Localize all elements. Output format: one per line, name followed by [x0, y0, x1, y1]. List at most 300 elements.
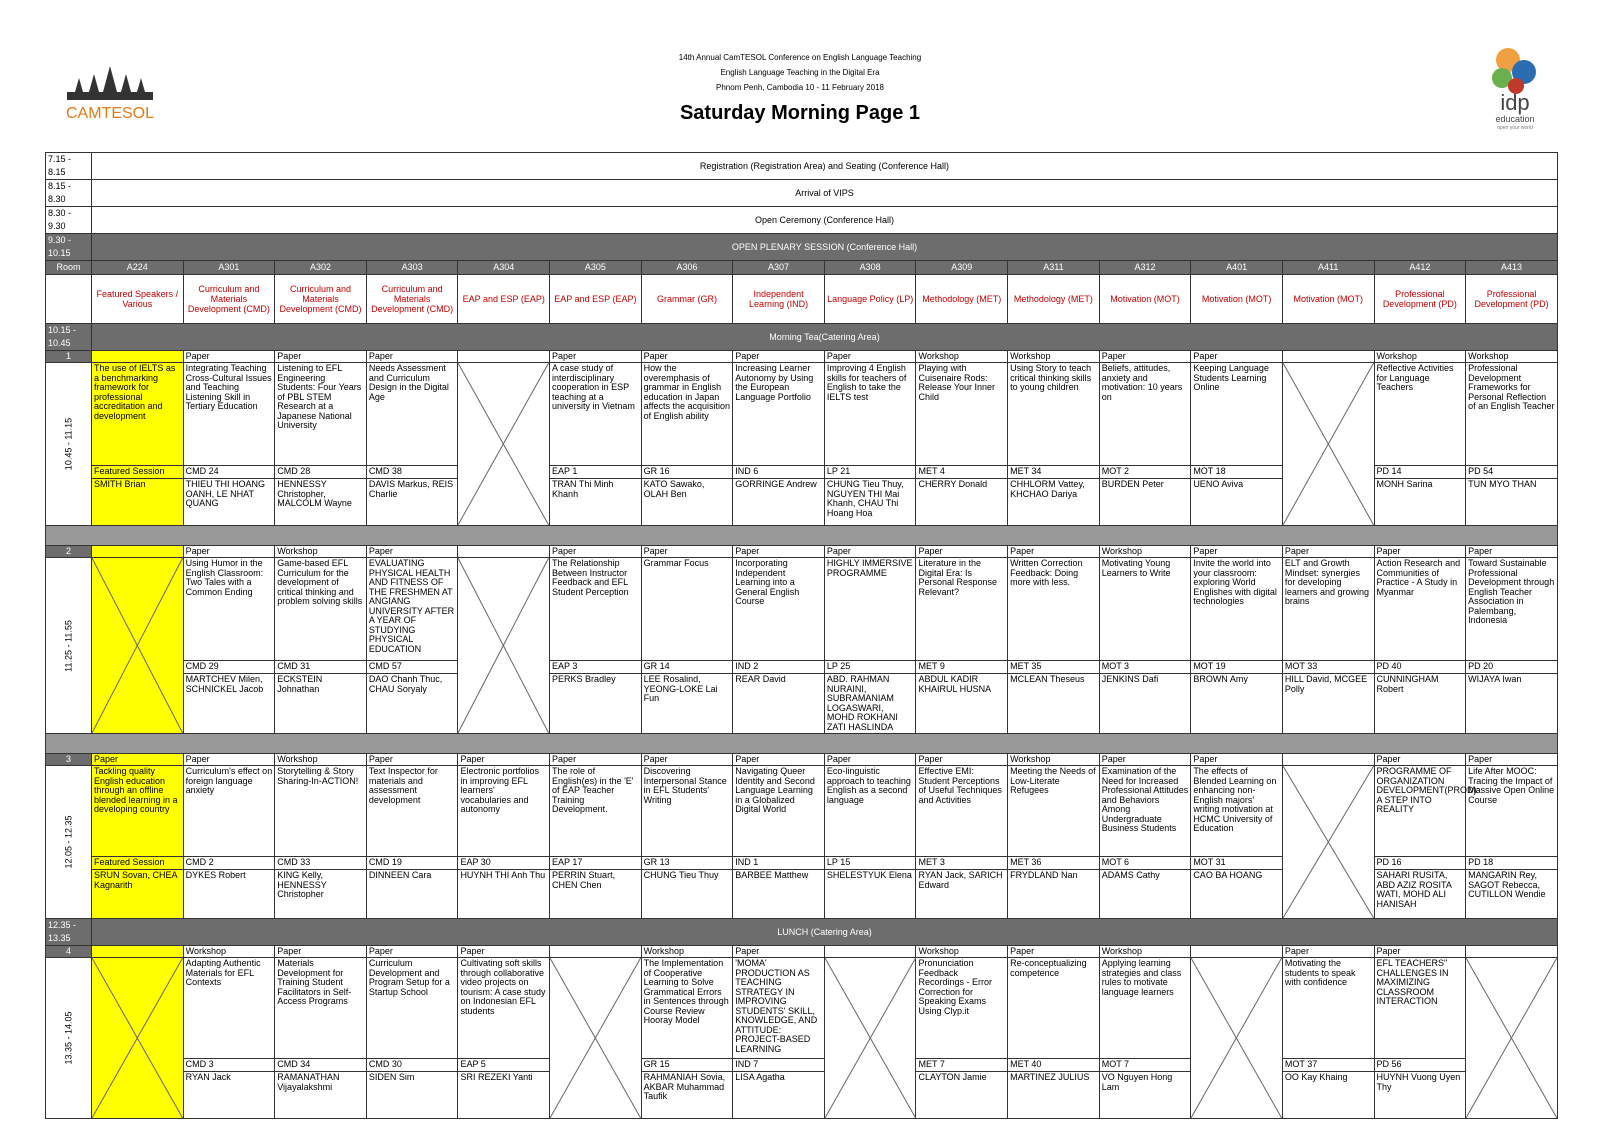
slot-time	[46, 363, 92, 526]
session-type: Workshop	[1099, 546, 1191, 558]
session-title[interactable]: Adapting Authentic Materials for EFL Contexts	[183, 958, 275, 1059]
session-label: Registration (Registration Area) and Seating (Conference Hall)	[92, 153, 1558, 180]
session-title[interactable]: Life After MOOC: Tracing the Impact of Massive Open Online Course	[1466, 766, 1558, 857]
session-code: LP 15	[824, 857, 916, 870]
session-title[interactable]: Motivating the students to speak with confidence	[1282, 958, 1374, 1059]
session-code: MET 36	[1008, 857, 1100, 870]
presenter-name: RAMANATHAN Vijayalakshmi	[275, 1072, 367, 1119]
slot-time-label: 12.05 - 12.35	[62, 815, 73, 869]
session-type: Paper	[458, 754, 550, 766]
session-type: Paper	[366, 546, 458, 558]
session-code: PD 56	[1374, 1059, 1466, 1072]
session-code: IND 7	[733, 1059, 825, 1072]
presenter-name: WIJAYA Iwan	[1466, 674, 1558, 734]
session-title[interactable]: Written Correction Feedback: Doing more with less.	[1008, 558, 1100, 661]
presenter-name: VO Nguyen Hong Lam	[1099, 1072, 1191, 1119]
unavailable-slot	[1282, 766, 1374, 919]
morning_tea-time: 10.15 - 10.45	[46, 324, 92, 351]
session-type: Paper	[641, 351, 733, 363]
session-type	[458, 546, 550, 558]
session-code: CMD 30	[366, 1059, 458, 1072]
presenter-name: CHUNG Tieu Thuy	[641, 870, 733, 919]
presenter-name: HILL David, MCGEE Polly	[1282, 674, 1374, 734]
idp-education-text: education	[1495, 114, 1535, 124]
session-title[interactable]: Curriculum's effect on foreign language anxiety	[183, 766, 275, 857]
session-title[interactable]: Meeting the Needs of Low-Literate Refugees	[1008, 766, 1100, 857]
session-title[interactable]: Re-conceptualizing competence	[1008, 958, 1100, 1059]
session-type: Paper	[1099, 754, 1191, 766]
session-title[interactable]: Tackling quality English education through an offline blended learning in a developing country	[92, 766, 184, 857]
unavailable-cross-icon	[458, 558, 549, 733]
session-code: PD 54	[1466, 466, 1558, 479]
session-label: Open Ceremony (Conference Hall)	[92, 207, 1558, 234]
code-row	[46, 661, 1558, 674]
session-title[interactable]: Toward Sustainable Professional Development through English Teacher Association in Palembang, Indonesia	[1466, 558, 1558, 661]
unavailable-slot	[1282, 363, 1374, 526]
session-time: 8.15 - 8.30	[46, 180, 92, 207]
session-type	[1466, 946, 1558, 958]
session-code: MET 7	[916, 1059, 1008, 1072]
room-name: A401	[1191, 261, 1283, 275]
strand-name: Curriculum and Materials Development (CMD)	[366, 275, 458, 324]
session-title[interactable]: Motivating Young Learners to Write	[1099, 558, 1191, 661]
presenter-name: SIDEN Sim	[366, 1072, 458, 1119]
session-type: Paper	[1008, 946, 1100, 958]
presenter-name: MONH Sarina	[1374, 479, 1466, 526]
session-code: MOT 19	[1191, 661, 1283, 674]
session-code: MET 4	[916, 466, 1008, 479]
session-type: Paper	[275, 351, 367, 363]
session-type: Paper	[733, 946, 825, 958]
room-name: A312	[1099, 261, 1191, 275]
unavailable-cross-icon	[1191, 958, 1282, 1118]
session-type: Paper	[366, 351, 458, 363]
session-type: Workshop	[641, 946, 733, 958]
session-row	[46, 153, 1558, 180]
presenter-name: FRYDLAND Nan	[1008, 870, 1100, 919]
presenter-name: KING Kelly, HENNESSY Christopher	[275, 870, 367, 919]
presenter-name: ABD. RAHMAN NURAINI, SUBRAMANIAM LOGASWARI, MOHD ROKHANI ZATI HASLINDA	[824, 674, 916, 734]
presenter-name: SRI REZEKI Yanti	[458, 1072, 550, 1119]
presenter-name: THIEU THI HOANG OANH, LE NHAT QUANG	[183, 479, 275, 526]
presenter-name: HUYNH Vuong Uyen Thy	[1374, 1072, 1466, 1119]
idp-wordmark: idp	[1500, 90, 1530, 115]
session-title[interactable]: Using Story to teach critical thinking skills to young children	[1008, 363, 1100, 466]
session-title[interactable]: Pronunciation Feedback Recordings - Error Correction for Speaking Exams Using Clyp.it	[916, 958, 1008, 1059]
session-type: Workshop	[1008, 754, 1100, 766]
session-title[interactable]: Using Humor in the English Classroom: Two Tales with a Common Ending	[183, 558, 275, 661]
strand-name: Professional Development (PD)	[1466, 275, 1558, 324]
session-code: PD 40	[1374, 661, 1466, 674]
unavailable-slot	[1191, 958, 1283, 1119]
unavailable-slot	[458, 558, 550, 734]
presenter-name: DYKES Robert	[183, 870, 275, 919]
session-title[interactable]: EVALUATING PHYSICAL HEALTH AND FITNESS OF THE FRESHMEN AT ANGIANG UNIVERSITY AFTER A YEAR OF STUDYING PHYSICAL EDUCATION	[366, 558, 458, 661]
presenter-name: RYAN Jack	[183, 1072, 275, 1119]
presenter-name: BURDEN Peter	[1099, 479, 1191, 526]
session-type: Paper	[641, 546, 733, 558]
slot-time	[46, 766, 92, 919]
session-title[interactable]: Listening to EFL Engineering Students: Four Years of PBL STEM Research at a Japanese National University	[275, 363, 367, 466]
session-title[interactable]: Eco-linguistic approach to teaching English as a second language	[824, 766, 916, 857]
unavailable-slot	[458, 363, 550, 526]
strand-name: Motivation (MOT)	[1191, 275, 1283, 324]
session-code: MOT 33	[1282, 661, 1374, 674]
session-code: PD 14	[1374, 466, 1466, 479]
session-title[interactable]: Game-based EFL Curriculum for the development of critical thinking and problem solving skills	[275, 558, 367, 661]
session-row	[46, 234, 1558, 261]
session-type	[1191, 946, 1283, 958]
presenter-name: MARTINEZ JULIUS	[1008, 1072, 1100, 1119]
strand-name: Curriculum and Materials Development (CMD)	[275, 275, 367, 324]
room-name: A301	[183, 261, 275, 275]
session-type: Paper	[824, 754, 916, 766]
presenter-name: ADAMS Cathy	[1099, 870, 1191, 919]
idp-education-logo	[1480, 44, 1550, 130]
presenter-name: BARBEE Matthew	[733, 870, 825, 919]
strand-name: Methodology (MET)	[916, 275, 1008, 324]
session-type: Paper	[733, 351, 825, 363]
session-title[interactable]: Playing with Cuisenaire Rods: Release Your Inner Child	[916, 363, 1008, 466]
presenter-name: SMITH Brian	[92, 479, 184, 526]
session-code: MET 9	[916, 661, 1008, 674]
strand-name: Curriculum and Materials Development (CMD)	[183, 275, 275, 324]
presenter-name: SAHARI RUSITA, ABD AZIZ ROSITA WATI, MOHD ALI HANISAH	[1374, 870, 1466, 919]
presenter-name: PERRIN Stuart, CHEN Chen	[550, 870, 642, 919]
presenter-name: CHHLORM Vattey, KHCHAO Dariya	[1008, 479, 1100, 526]
session-title[interactable]: HIGHLY IMMERSIVE PROGRAMME	[824, 558, 916, 661]
unavailable-cross-icon	[1466, 958, 1557, 1118]
session-title[interactable]: PROGRAMME OF ORGANIZATION DEVELOPMENT(PROD): A STEP INTO REALITY	[1374, 766, 1466, 857]
session-code: MOT 7	[1099, 1059, 1191, 1072]
session-type: Workshop	[1008, 351, 1100, 363]
session-type: Paper	[458, 946, 550, 958]
unavailable-cross-icon	[550, 958, 641, 1118]
slot-number: 1	[46, 351, 92, 363]
conference-theme: English Language Teaching in the Digital Era	[720, 68, 880, 77]
session-title[interactable]: Applying learning strategies and class rules to motivate language learners	[1099, 958, 1191, 1059]
session-code: EAP 30	[458, 857, 550, 870]
presenter-name: OO Kay Khaing	[1282, 1072, 1374, 1119]
presenter-name: TRAN Thi Minh Khanh	[550, 479, 642, 526]
session-type: Paper	[1374, 754, 1466, 766]
presenter-name: PERKS Bradley	[550, 674, 642, 734]
room-header-row	[46, 261, 1558, 275]
strand-blank	[46, 275, 92, 324]
session-code: CMD 57	[366, 661, 458, 674]
slot-time-label: 10.45 - 11.15	[62, 417, 73, 471]
block-separator	[46, 526, 1558, 546]
presenter-name: DINNEEN Cara	[366, 870, 458, 919]
session-code: GR 16	[641, 466, 733, 479]
session-type: Paper	[1374, 946, 1466, 958]
camtesol-wordmark: CAMTESOL	[65, 105, 155, 122]
presenter-name: KATO Sawako, OLAH Ben	[641, 479, 733, 526]
session-title[interactable]: The use of IELTS as a benchmarking framework for professional accreditation and development	[92, 363, 184, 466]
presenter-name: REAR David	[733, 674, 825, 734]
session-code: Featured Session	[92, 466, 184, 479]
strand-name: Independent Learning (IND)	[733, 275, 825, 324]
conference-location: Phnom Penh, Cambodia 10 - 11 February 2018	[716, 83, 884, 92]
session-type: Paper	[275, 946, 367, 958]
session-title[interactable]: Electronic portfolios in improving EFL learners' vocabularies and autonomy	[458, 766, 550, 857]
room-name: A302	[275, 261, 367, 275]
session-code: GR 14	[641, 661, 733, 674]
session-title[interactable]: Curriculum Development and Program Setup for a Startup School	[366, 958, 458, 1059]
session-code: MOT 37	[1282, 1059, 1374, 1072]
session-code: CMD 28	[275, 466, 367, 479]
unavailable-cross-icon	[92, 958, 183, 1118]
strand-name: Motivation (MOT)	[1099, 275, 1191, 324]
session-row	[46, 180, 1558, 207]
session-time: 7.15 - 8.15	[46, 153, 92, 180]
session-code: MOT 31	[1191, 857, 1283, 870]
session-title[interactable]: The Implementation of Cooperative Learning to Solve Grammatical Errors in Sentences through Course Review Hooray Model	[641, 958, 733, 1059]
session-code: IND 2	[733, 661, 825, 674]
strand-name: Featured Speakers / Various	[92, 275, 184, 324]
room-name: A306	[641, 261, 733, 275]
session-type: Paper	[641, 754, 733, 766]
session-code: CMD 38	[366, 466, 458, 479]
unavailable-slot	[92, 558, 184, 734]
presenter-name: TUN MYO THAN	[1466, 479, 1558, 526]
session-type: Paper	[824, 546, 916, 558]
session-title[interactable]: Incorporating Independent Learning into a General English Course	[733, 558, 825, 661]
session-time: 9.30 - 10.15	[46, 234, 92, 261]
session-type: Paper	[1099, 351, 1191, 363]
session-type: Paper	[366, 754, 458, 766]
idp-tagline: open your world	[1497, 125, 1533, 131]
slot-time-label: 11.25 - 11.55	[62, 619, 73, 672]
slot-time	[46, 958, 92, 1119]
unavailable-cross-icon	[92, 558, 183, 733]
session-type: Workshop	[916, 351, 1008, 363]
session-type: Paper	[733, 754, 825, 766]
session-title[interactable]: Grammar Focus	[641, 558, 733, 661]
session-code: CMD 34	[275, 1059, 367, 1072]
presenter-name: MCLEAN Theseus	[1008, 674, 1100, 734]
session-type: Paper	[550, 754, 642, 766]
session-title[interactable]: Literature in the Digital Era: Is Personal Response Relevant?	[916, 558, 1008, 661]
session-type: Paper	[1191, 754, 1283, 766]
session-title[interactable]: Invite the world into your classroom: exploring World Englishes with digital technologies	[1191, 558, 1283, 661]
session-type: Paper	[916, 546, 1008, 558]
session-title[interactable]: Reflective Activities for Language Teachers	[1374, 363, 1466, 466]
session-type: Paper	[916, 754, 1008, 766]
slot-number: 3	[46, 754, 92, 766]
presenter-name: RAHMANIAH Sovia, AKBAR Muhammad Taufik	[641, 1072, 733, 1119]
presenter-name: CAO BA HOANG	[1191, 870, 1283, 919]
title-row	[46, 766, 1558, 857]
unavailable-cross-icon	[458, 363, 549, 525]
session-title[interactable]: Improving 4 English skills for teachers of English to take the IELTS test	[824, 363, 916, 466]
session-title[interactable]: The role of English(es) in the 'E' of EAP Teacher Training Development.	[550, 766, 642, 857]
session-type: Paper	[550, 546, 642, 558]
session-title[interactable]: Needs Assessment and Curriculum Design in the Digital Age	[366, 363, 458, 466]
strand-name: Professional Development (PD)	[1374, 275, 1466, 324]
session-type	[824, 946, 916, 958]
session-type	[92, 546, 184, 558]
presenter-name: GORRINGE Andrew	[733, 479, 825, 526]
presenter-name: MARTCHEV Milen, SCHNICKEL Jacob	[183, 674, 275, 734]
conference-name: 14th Annual CamTESOL Conference on English Language Teaching	[678, 53, 922, 62]
session-time: 8.30 - 9.30	[46, 207, 92, 234]
session-title[interactable]: Examination of the Need for Increased Professional Attitudes and Behaviors Among Undergraduate Business Students	[1099, 766, 1191, 857]
presenter-name: CHUNG Tieu Thuy, NGUYEN THI Mai Khanh, CHAU Thi Hoang Hoa	[824, 479, 916, 526]
separator-cell	[46, 734, 1558, 754]
session-type	[92, 351, 184, 363]
strand-name: Grammar (GR)	[641, 275, 733, 324]
room-name: A411	[1282, 261, 1374, 275]
session-code: EAP 3	[550, 661, 642, 674]
session-code: CMD 33	[275, 857, 367, 870]
session-code: MOT 2	[1099, 466, 1191, 479]
session-title[interactable]: The effects of Blended Learning on enhancing non-English majors' writing motivation at HCMC University of Education	[1191, 766, 1283, 857]
morning_tea-row	[46, 324, 1558, 351]
session-code: LP 21	[824, 466, 916, 479]
slot-number: 4	[46, 946, 92, 958]
session-type: Paper	[183, 546, 275, 558]
room-name: A305	[550, 261, 642, 275]
title-row	[46, 363, 1558, 466]
session-code: MOT 18	[1191, 466, 1283, 479]
strand-name: EAP and ESP (EAP)	[458, 275, 550, 324]
presenter-name: DAVIS Markus, REIS Charlie	[366, 479, 458, 526]
session-title[interactable]: Text Inspector for materials and assessment development	[366, 766, 458, 857]
session-type: Paper	[183, 754, 275, 766]
session-code: CMD 31	[275, 661, 367, 674]
session-type: Paper	[1466, 546, 1558, 558]
session-title[interactable]: Effective EMI: Student Perceptions of Useful Techniques and Activities	[916, 766, 1008, 857]
session-type	[550, 946, 642, 958]
session-title[interactable]: 'MOMA' PRODUCTION AS TEACHING STRATEGY IN IMPROVING STUDENTS' SKILL, KNOWLEDGE, AND ATTITUDE: PROJECT-BASED LEARNING	[733, 958, 825, 1059]
schedule-table	[45, 152, 1558, 1119]
presenter-name: CHERRY Donald	[916, 479, 1008, 526]
room-name: A413	[1466, 261, 1558, 275]
presenter-row	[46, 674, 1558, 734]
session-type	[1282, 351, 1374, 363]
session-title[interactable]: Increasing Learner Autonomy by Using the European Language Portfolio	[733, 363, 825, 466]
session-type: Paper	[550, 351, 642, 363]
session-code: EAP 5	[458, 1059, 550, 1072]
session-code: CMD 2	[183, 857, 275, 870]
session-code: EAP 1	[550, 466, 642, 479]
session-code: GR 15	[641, 1059, 733, 1072]
room-name: A311	[1008, 261, 1100, 275]
session-type: Paper	[1466, 754, 1558, 766]
unavailable-cross-icon	[1283, 766, 1374, 918]
page-title: Saturday Morning Page 1	[679, 102, 921, 124]
unavailable-slot	[824, 958, 916, 1119]
title-row	[46, 558, 1558, 661]
session-title[interactable]: Action Research and Communities of Practice - A Study in Myanmar	[1374, 558, 1466, 661]
presenter-name: MANGARIN Rey, SAGOT Rebecca, CUTILLON Wendie	[1466, 870, 1558, 919]
room-name: A412	[1374, 261, 1466, 275]
room-name: A304	[458, 261, 550, 275]
session-code: MOT 6	[1099, 857, 1191, 870]
morning_tea-label: Morning Tea(Catering Area)	[92, 324, 1558, 351]
presenter-name: LEE Rosalind, YEONG-LOKE Lai Fun	[641, 674, 733, 734]
session-title[interactable]: Professional Development Frameworks for Personal Reflection of an English Teacher	[1466, 363, 1558, 466]
session-title[interactable]: Keeping Language Students Learning Online	[1191, 363, 1283, 466]
block-separator	[46, 734, 1558, 754]
code-row	[46, 1059, 1558, 1072]
presenter-name: BROWN Amy	[1191, 674, 1283, 734]
session-title[interactable]: Navigating Queer Identity and Second Language Learning in a Globalized Digital World	[733, 766, 825, 857]
type-row	[46, 946, 1558, 958]
session-title[interactable]: Beliefs, attitudes, anxiety and motivation: 10 years on	[1099, 363, 1191, 466]
strand-name: EAP and ESP (EAP)	[550, 275, 642, 324]
session-type: Workshop	[275, 754, 367, 766]
presenter-name: HENNESSY Christopher, MALCOLM Wayne	[275, 479, 367, 526]
session-type	[92, 946, 184, 958]
session-row	[46, 207, 1558, 234]
session-code: Featured Session	[92, 857, 184, 870]
conference-header	[0, 50, 1600, 125]
presenter-name: LISA Agatha	[733, 1072, 825, 1119]
session-code: MET 34	[1008, 466, 1100, 479]
session-code: MET 35	[1008, 661, 1100, 674]
strand-row	[46, 275, 1558, 324]
presenter-name: SHELESTYUK Elena	[824, 870, 916, 919]
presenter-name: ABDUL KADIR KHAIRUL HUSNA	[916, 674, 1008, 734]
session-title[interactable]: EFL TEACHERS" CHALLENGES IN MAXIMIZING CLASSROOM INTERACTION	[1374, 958, 1466, 1059]
title-row	[46, 958, 1558, 1059]
room-name: A224	[92, 261, 184, 275]
type-row	[46, 754, 1558, 766]
session-type: Workshop	[183, 946, 275, 958]
session-type: Paper	[1374, 546, 1466, 558]
separator-cell	[46, 526, 1558, 546]
session-title[interactable]: A case study of interdisciplinary cooperation in ESP teaching at a university in Vietnam	[550, 363, 642, 466]
presenter-name: UENO Aviva	[1191, 479, 1283, 526]
unavailable-cross-icon	[825, 958, 916, 1118]
strand-name: Methodology (MET)	[1008, 275, 1100, 324]
session-code: CMD 24	[183, 466, 275, 479]
session-code: EAP 17	[550, 857, 642, 870]
session-title[interactable]: Integrating Teaching Cross-Cultural Issues and Teaching Listening Skill in Tertiary Education	[183, 363, 275, 466]
session-title[interactable]: The Relationship Between Instructor Feedback and EFL Student Perception	[550, 558, 642, 661]
session-title[interactable]: Discovering Interpersonal Stance in EFL Students' Writing	[641, 766, 733, 857]
type-row	[46, 351, 1558, 363]
session-code: GR 13	[641, 857, 733, 870]
session-code: LP 25	[824, 661, 916, 674]
session-type	[1282, 754, 1374, 766]
presenter-name: CUNNINGHAM Robert	[1374, 674, 1466, 734]
session-title[interactable]: ELT and Growth Mindset: synergies for developing learners and growing brains	[1282, 558, 1374, 661]
session-type: Paper	[733, 546, 825, 558]
lunch-time: 12.35 - 13.35	[46, 919, 92, 946]
session-type: Paper	[1282, 946, 1374, 958]
session-type: Workshop	[1466, 351, 1558, 363]
session-code: CMD 3	[183, 1059, 275, 1072]
camtesol-logo	[55, 62, 165, 124]
presenter-name: RYAN Jack, SARICH Edward	[916, 870, 1008, 919]
session-code: MOT 3	[1099, 661, 1191, 674]
room-name: A303	[366, 261, 458, 275]
session-code: IND 6	[733, 466, 825, 479]
session-title[interactable]: Storytelling & Story Sharing-In-ACTION!	[275, 766, 367, 857]
presenter-name: CLAYTON Jamie	[916, 1072, 1008, 1119]
session-title[interactable]: Cultivating soft skills through collaborative video projects on tourism: A case study on Indonesian EFL students	[458, 958, 550, 1059]
room-name: A307	[733, 261, 825, 275]
session-title[interactable]: How the overemphasis of grammar in English education in Japan affects the acquisition of English ability	[641, 363, 733, 466]
session-code: IND 1	[733, 857, 825, 870]
session-title[interactable]: Materials Development for Training Student Facilitators in Self-Access Programs	[275, 958, 367, 1059]
session-type: Paper	[1282, 546, 1374, 558]
slot-time-label: 13.35 - 14.05	[62, 1011, 73, 1065]
session-code: CMD 19	[366, 857, 458, 870]
